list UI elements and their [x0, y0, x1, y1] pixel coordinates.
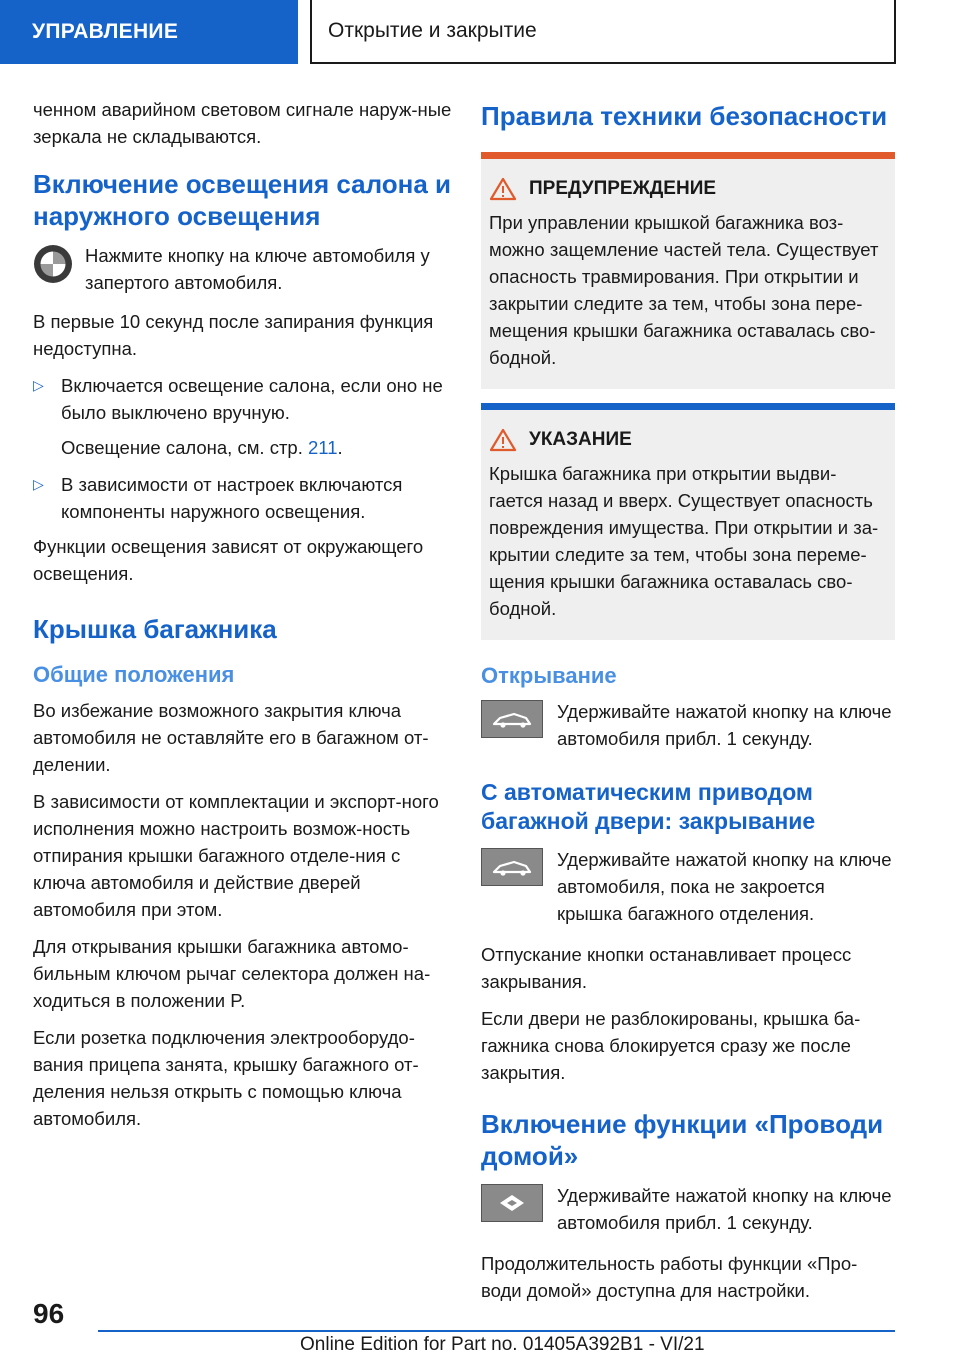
unlocked-paragraph: Если двери не разблокированы, крышка ба-гажника снова блокируется сразу же после закрытия. — [481, 1008, 861, 1083]
warning-title — [489, 177, 887, 201]
notice-title — [489, 428, 887, 452]
key-trunk-button-icon — [481, 848, 543, 886]
warning-triangle-icon — [489, 177, 517, 201]
page-link[interactable]: 211 — [308, 437, 338, 458]
notice-box — [481, 410, 895, 640]
warning-text: При управлении крышкой багажника воз-можно защемление частей тела. Существует опасность травмирования. При открытии и закрытии следите за тем, чтобы зона пере-мещения крышки багажника оставалась сво-бодной. — [489, 212, 879, 368]
general-paragraph-3: Для открывания крышки багажника автомо-бильным ключом рычаг селектора должен на-ходиться в положении P. — [33, 936, 431, 1011]
warning-triangle-icon — [489, 428, 517, 452]
notice-text: Крышка багажника при открытии выдви-гается назад и вверх. Существует опасность повреждения имущества. При открытии и за-крытии следите за тем, чтобы зона переме-щения крышки багажника оставалась сво-бодной. — [489, 463, 879, 619]
heading-safety: Правила техники безопасности — [481, 101, 888, 131]
functions-paragraph: Функции освещения зависят от окружающего освещения. — [33, 536, 424, 584]
section-title: Открытие и закрытие — [310, 0, 896, 64]
press-key-row — [33, 242, 453, 296]
open-text: Удерживайте нажатой кнопку на ключе автомобиля прибл. 1 секунду. — [557, 701, 892, 749]
warning-rule — [481, 152, 895, 159]
list-triangle-icon: ▷ — [33, 476, 44, 492]
list-item-subtext — [33, 434, 453, 461]
press-key-text: Нажмите кнопку на ключе автомобиля у запертого автомобиля. — [85, 245, 430, 293]
page-number: 96 — [33, 1298, 65, 1329]
left-column — [33, 96, 453, 1142]
chapter-tab: УПРАВЛЕНИЕ — [0, 0, 298, 64]
notice-rule — [481, 403, 895, 410]
general-paragraph-1: Во избежание возможного закрытия ключа автомобиля не оставляйте его в багажном от-делении. — [33, 700, 429, 775]
heading-home: Включение функции «Проводи домой» — [481, 1109, 884, 1171]
heading-open: Открывание — [481, 663, 617, 688]
footer-rule — [98, 1330, 895, 1332]
footer-edition: Online Edition for Part no. 01405A392B1 - VI/21 — [300, 1334, 705, 1355]
list-item-text: Включается освещение салона, если оно не было выключено вручную. — [61, 375, 443, 423]
warning-box — [481, 159, 895, 389]
see-page-prefix: Освещение салона, см. стр. — [61, 437, 303, 458]
first10-paragraph: В первые 10 секунд после запирания функция недоступна. — [33, 311, 434, 359]
home-text: Удерживайте нажатой кнопку на ключе автомобиля прибл. 1 секунду. — [557, 1185, 892, 1233]
list-triangle-icon: ▷ — [33, 377, 44, 393]
general-paragraph-4: Если розетка подключения электрооборудо-вания прицепа занята, крышку багажного от-деления нельзя открыть с помощью ключа автомобиля. — [33, 1027, 419, 1129]
open-key-row — [481, 698, 895, 752]
warning-label: ПРЕДУПРЕЖДЕНИЕ — [529, 178, 717, 199]
general-paragraph-2: В зависимости от комплектации и экспорт-ного исполнения можно настроить возмож-ность отпирания крышки багажного отделе-ния с ключа автомобиля и действие дверей автомобиля при этом. — [33, 791, 439, 920]
see-page-suffix: . — [337, 437, 343, 458]
bmw-logo-icon — [33, 244, 73, 284]
list-item — [33, 471, 453, 525]
home-key-row — [481, 1182, 895, 1236]
heading-lighting: Включение освещения салона и наружного освещения — [33, 169, 452, 231]
home-duration-paragraph: Продолжительность работы функции «Про-води домой» доступна для настройки. — [481, 1253, 858, 1301]
right-column — [481, 96, 895, 1314]
heading-general: Общие положения — [33, 662, 235, 687]
key-home-button-icon — [481, 1184, 543, 1222]
list-item-text: В зависимости от настроек включаются компоненты наружного освещения. — [61, 474, 403, 522]
release-paragraph: Отпускание кнопки останавливает процесс закрывания. — [481, 944, 852, 992]
heading-auto-close: С автоматическим приводом багажной двери: закрывание — [481, 779, 816, 834]
list-item — [33, 372, 453, 426]
key-trunk-button-icon — [481, 700, 543, 738]
intro-paragraph: ченном аварийном световом сигнале наруж-ные зеркала не складываются. — [33, 99, 452, 147]
notice-label: УКАЗАНИЕ — [529, 429, 632, 450]
auto-close-key-row — [481, 846, 895, 927]
auto-close-text: Удерживайте нажатой кнопку на ключе автомобиля, пока не закроется крышка багажного отделения. — [557, 849, 892, 924]
heading-trunk: Крышка багажника — [33, 614, 277, 644]
